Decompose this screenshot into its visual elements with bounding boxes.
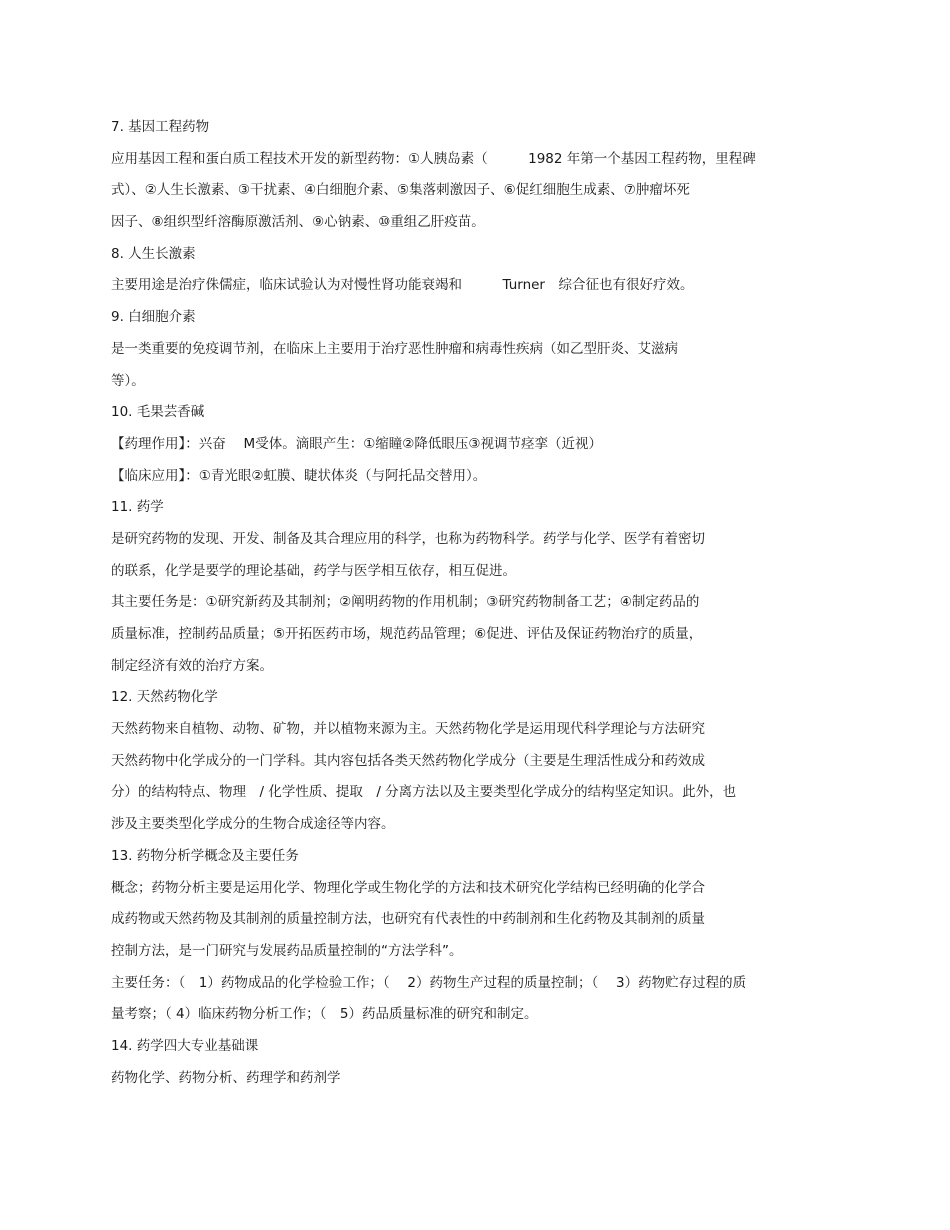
paragraph-line: 的联系，化学是要学的理论基础，药学与医学相互依存，相互促进。 xyxy=(111,562,516,579)
section-heading-9: 9. 白细胞介素 xyxy=(111,309,196,326)
paragraph-line: 制定经济有效的治疗方案。 xyxy=(111,657,273,674)
section-heading-7: 7. 基因工程药物 xyxy=(111,119,210,135)
paragraph-line: 等）。 xyxy=(111,372,145,389)
paragraph-line: 【临床应用】：①青光眼②虹膜、睫状体炎（与阿托品交替用）。 xyxy=(111,467,487,484)
paragraph-line: 分）的结构特点、物理 / 化学性质、提取 / 分离方法以及主要类型化学成分的结构坚定知识。此外，也 xyxy=(111,784,737,801)
section-heading-8: 8. 人生长激素 xyxy=(111,245,196,262)
paragraph-line: 是研究药物的发现、开发、制备及其合理应用的科学，也称为药物科学。药学与化学、医学有着密切 xyxy=(111,530,705,547)
paragraph-line: 概念；药物分析主要是运用化学、物理化学或生物化学的方法和技术研究化学结构已经明确的化学合 xyxy=(111,879,705,896)
section-heading-11: 11. 药学 xyxy=(111,499,164,516)
paragraph-line: 药物化学、药物分析、药理学和药剂学 xyxy=(111,1069,341,1086)
paragraph-line: 应用基因工程和蛋白质工程技术开发的新型药物：①人胰岛素（ 1982 年第一个基因工程药物，里程碑 xyxy=(111,150,756,167)
paragraph-line: 控制方法，是一门研究与发展药品质量控制的“方法学科”。 xyxy=(111,942,463,959)
section-heading-14: 14. 药学四大专业基础课 xyxy=(111,1037,259,1054)
paragraph-line: 成药物或天然药物及其制剂的质量控制方法，也研究有代表性的中药制剂和生化药物及其制剂的质量 xyxy=(111,911,705,928)
paragraph-line: 天然药物来自植物、动物、矿物，并以植物来源为主。天然药物化学是运用现代科学理论与方法研究 xyxy=(111,721,705,738)
paragraph-line: 其主要任务是：①研究新药及其制剂；②阐明药物的作用机制；③研究药物制备工艺；④制定药品的 xyxy=(111,594,700,611)
section-heading-13: 13. 药物分析学概念及主要任务 xyxy=(111,847,299,864)
paragraph-line: 主要用途是治疗侏儒症，临床试验认为对慢性肾功能衰竭和 Turner 综合征也有很好疗效。 xyxy=(111,277,694,294)
paragraph-line: 涉及主要类型化学成分的生物合成途径等内容。 xyxy=(111,816,395,833)
paragraph-line: 式）、②人生长激素、③干扰素、④白细胞介素、⑤集落刺激因子、⑥促红细胞生成素、⑦肿瘤坏死 xyxy=(111,182,690,199)
paragraph-line: 【药理作用】：兴奋 M受体。滴眼产生：①缩瞳②降低眼压③视调节痉挛（近视） xyxy=(111,435,602,452)
paragraph-line: 是一类重要的免疫调节剂，在临床上主要用于治疗恶性肿瘤和病毒性疾病（如乙型肝炎、艾滋病 xyxy=(111,340,678,357)
paragraph-line: 主要任务：（ 1）药物成品的化学检验工作；（ 2）药物生产过程的质量控制；（ 3）药物贮存过程的质 xyxy=(111,974,747,991)
section-heading-12: 12. 天然药物化学 xyxy=(111,689,218,706)
document-page xyxy=(111,112,831,1094)
paragraph-line: 因子、⑧组织型纤溶酶原激活剂、⑨心钠素、⑩重组乙肝疫苗。 xyxy=(111,214,485,231)
paragraph-line: 质量标准，控制药品质量；⑤开拓医药市场，规范药品管理；⑥促进、评估及保证药物治疗的质量， xyxy=(111,626,703,642)
section-heading-10: 10. 毛果芸香碱 xyxy=(111,404,205,421)
paragraph-line: 量考察；（ 4）临床药物分析工作；（ 5）药品质量标准的研究和制定。 xyxy=(111,1006,538,1023)
paragraph-line: 天然药物中化学成分的一门学科。其内容包括各类天然药物化学成分（主要是生理活性成分和药效成 xyxy=(111,752,705,769)
